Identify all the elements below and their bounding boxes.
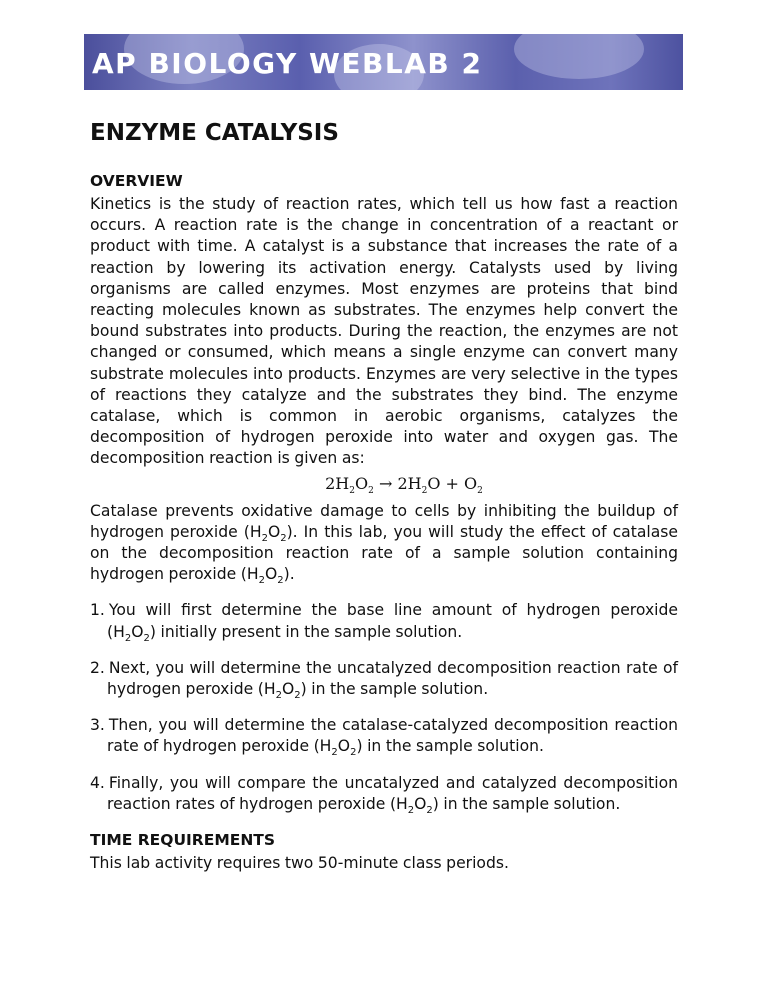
time-requirements-heading: TIME REQUIREMENTS [90,831,276,850]
document-body [90,120,678,874]
document-title: ENZYME CATALYSIS [90,120,339,146]
banner-title: AP BIOLOGY WEBLAB 2 [92,47,483,80]
list-item: 1. You will first determine the base line amount of hydrogen peroxide $(H_2O_2)$ initially present in the sample solution. [90,601,678,644]
banner-texture [514,34,644,79]
decomposition-equation: $2H_2O_2 \to 2H_2O + O_2$ [325,473,483,496]
catalase-paragraph: Catalase prevents oxidative damage to cells by inhibiting the buildup of hydrogen peroxide $(H_2O_2)$. In this lab, you will study the effect of catalase on the decomposition reaction rate of a sample solution containing hydrogen peroxide $(H_2O_2)$. [90,501,678,587]
arrow-icon: → [378,473,393,493]
header-banner [84,34,683,90]
overview-heading: OVERVIEW [90,172,183,190]
steps-list [90,600,678,815]
time-requirements-text: This lab activity requires two 50-minute class periods. [90,854,509,873]
list-item: 2. Next, you will determine the uncatalyzed decomposition reaction rate of hydrogen peroxide $(H_2O_2)$ in the sample solution. [90,658,678,702]
overview-paragraph: Kinetics is the study of reaction rates, which tell us how fast a reaction occurs. A reaction rate is the change in concentration of a reactant or product with time. A catalyst is a substance that increases the rate of a reaction by lowering its activation energy. Catalysts used by living organisms are called enzymes. Most enzymes are proteins that bind reacting molecules known as substrates. The enzymes help convert the bound substrates into products. During the reaction, the enzymes are not changed or consumed, which means a single enzyme can convert many substrate molecules into products. Enzymes are very selective in the types of reactions they catalyze and the substrates they bind. The enzyme catalase, which is common in aerobic organisms, catalyzes the decomposition of hydrogen peroxide into water and oxygen gas. The decomposition reaction is given as: [90,195,678,468]
list-item: 3. Then, you will determine the catalase-catalyzed decomposition reaction rate of hydrogen peroxide $(H_2O_2)$ in the sample solution. [90,716,678,759]
list-item: 4. Finally, you will compare the uncatalyzed and catalyzed decomposition reaction rates of hydrogen peroxide $(H_2O_2)$ in the sample solution. [90,773,678,816]
